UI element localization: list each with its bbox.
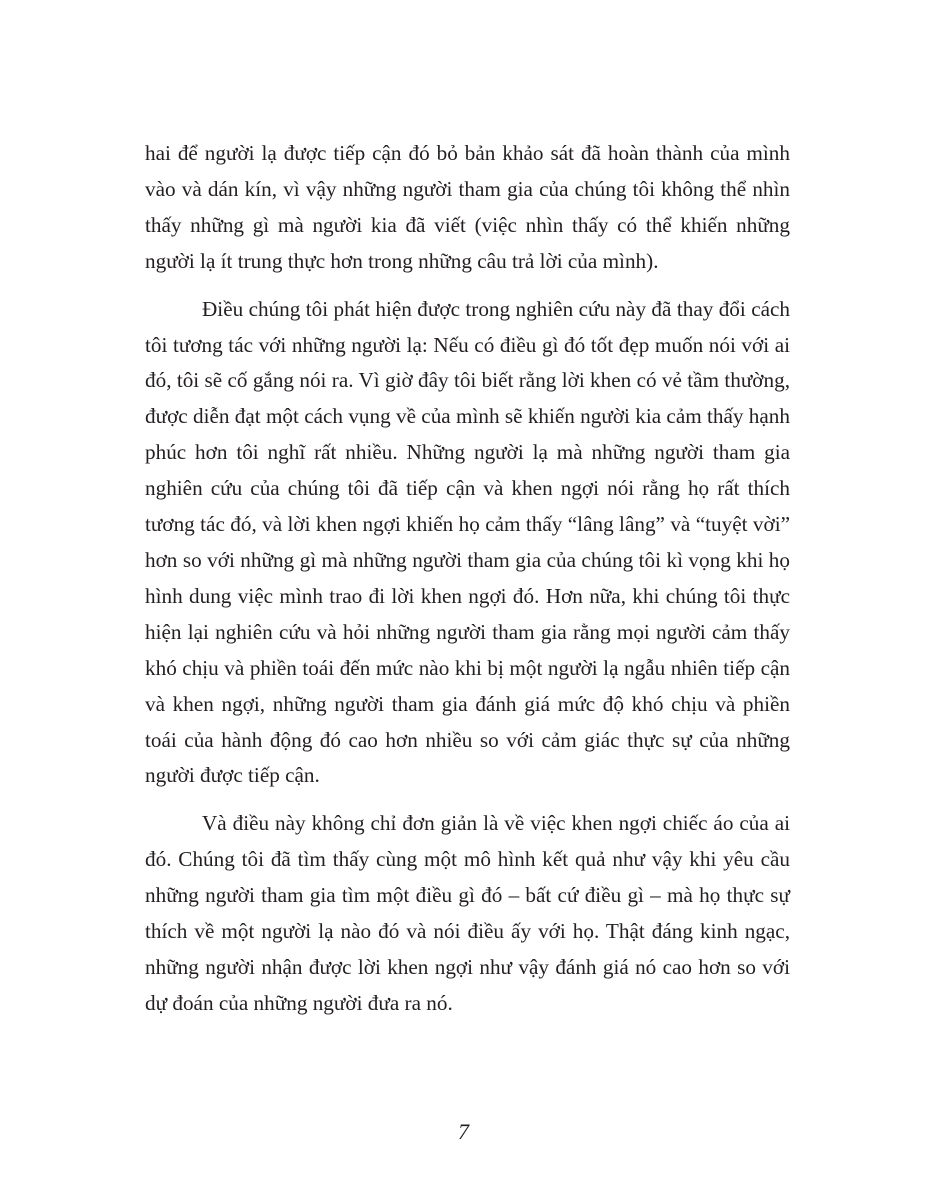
paragraph-compliments: Và điều này không chỉ đơn giản là về việc khen ngợi chiếc áo của ai đó. Chúng tôi đã tìm thấy cùng một mô hình kết quả như vậy khi yêu cầu những người tham gia tìm một điều gì đó – bất cứ điều gì – mà họ thực sự thích về một người lạ nào đó và nói điều ấy với họ. Thật đáng kinh ngạc, những người nhận được lời khen ngợi như vậy đánh giá nó cao hơn so với dự đoán của những người đưa ra nó. bbox=[145, 811, 790, 1015]
paragraph-findings: Điều chúng tôi phát hiện được trong nghiên cứu này đã thay đổi cách tôi tương tác với những người lạ: Nếu có điều gì đó tốt đẹp muốn nói với ai đó, tôi sẽ cố gắng nói ra. Vì giờ đây tôi biết rằng lời khen có vẻ tầm thường, được diễn đạt một cách vụng về của mình sẽ khiến người kia cảm thấy hạnh phúc hơn tôi nghĩ rất nhiều. Những người lạ mà những người tham gia nghiên cứu của chúng tôi đã tiếp cận và khen ngợi nói rằng họ rất thích tương tác đó, và lời khen ngợi khiến họ cảm thấy “lâng lâng” và “tuyệt vời” hơn so với những gì mà những người tham gia của chúng tôi kì vọng khi họ hình dung việc mình trao đi lời khen ngợi đó. Hơn nữa, khi chúng tôi thực hiện lại nghiên cứu và hỏi những người tham gia rằng mọi người cảm thấy khó chịu và phiền toái đến mức nào khi bị một người lạ ngẫu nhiên tiếp cận và khen ngợi, những người tham gia đánh giá mức độ khó chịu và phiền toái của hành động đó cao hơn nhiều so với cảm giác thực sự của những người được tiếp cận. bbox=[145, 296, 790, 788]
paragraph-continuation: hai để người lạ được tiếp cận đó bỏ bản khảo sát đã hoàn thành của mình vào và dán kín, vì vậy những người tham gia của chúng tôi không thể nhìn thấy những gì mà người kia đã viết (việc nhìn thấy có thể khiến những người lạ ít trung thực hơn trong những câu trả lời của mình). bbox=[145, 141, 790, 273]
page-number: 7 bbox=[458, 1119, 469, 1144]
page-body bbox=[145, 136, 790, 1022]
